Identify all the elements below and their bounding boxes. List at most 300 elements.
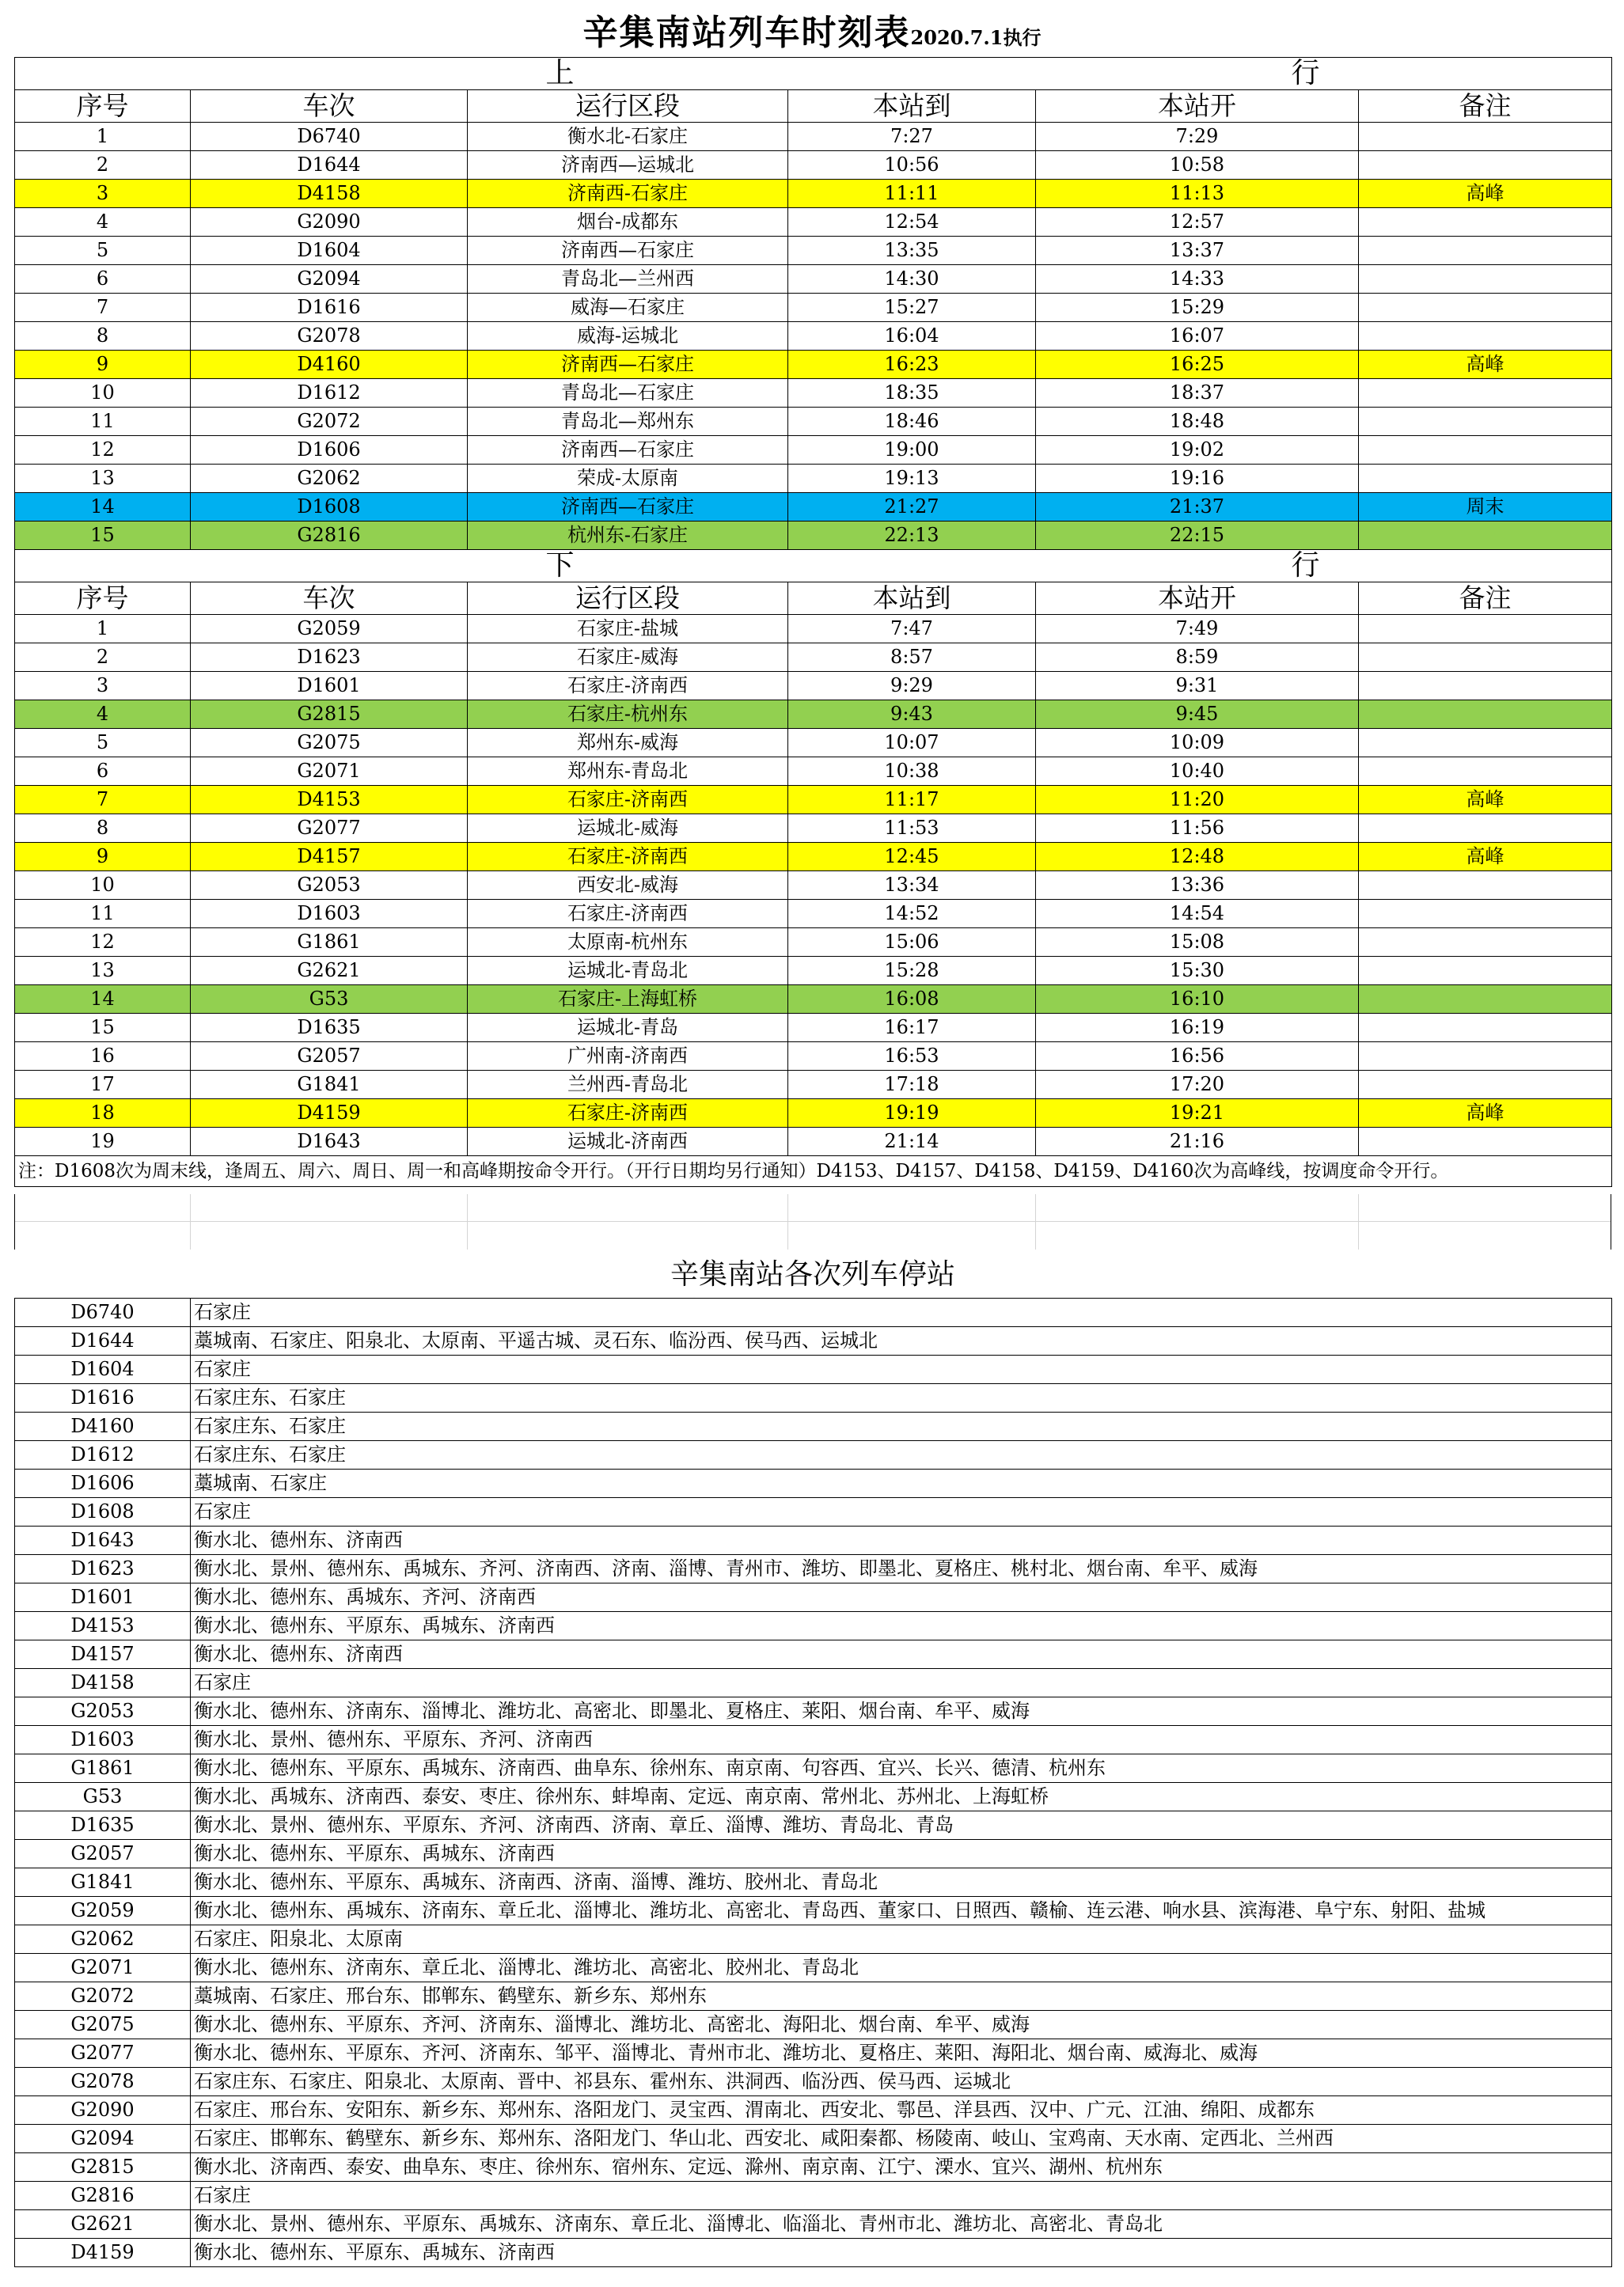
route-cell: 石家庄-济南西 xyxy=(468,672,788,700)
arrive-cell: 15:28 xyxy=(788,957,1036,985)
table-row xyxy=(15,151,1612,180)
arrive-cell: 11:11 xyxy=(788,180,1036,208)
depart-cell: 14:54 xyxy=(1036,900,1359,928)
arrive-cell: 11:53 xyxy=(788,814,1036,843)
train-cell: G2057 xyxy=(191,1042,468,1071)
seq-cell: 3 xyxy=(15,672,191,700)
stops-row xyxy=(15,1811,1612,1840)
route-cell: 济南西—石家庄 xyxy=(468,436,788,465)
route-cell: 威海—石家庄 xyxy=(468,294,788,322)
down-direction-row xyxy=(15,550,1612,582)
train-cell: D4160 xyxy=(191,351,468,379)
depart-cell: 19:21 xyxy=(1036,1099,1359,1128)
train-cell: D4158 xyxy=(191,180,468,208)
timetable-body xyxy=(15,58,1612,1187)
stops-row xyxy=(15,1925,1612,1954)
depart-cell: 18:37 xyxy=(1036,379,1359,408)
seq-cell: 6 xyxy=(15,265,191,294)
table-row xyxy=(15,957,1612,985)
seq-cell: 14 xyxy=(15,985,191,1014)
stops-stations-cell: 石家庄东、石家庄、阳泉北、太原南、晋中、祁县东、霍州东、洪洞西、临汾西、侯马西、运城北 xyxy=(191,2068,1612,2096)
route-cell: 烟台-成都东 xyxy=(468,208,788,237)
depart-cell: 11:20 xyxy=(1036,786,1359,814)
depart-cell: 17:20 xyxy=(1036,1071,1359,1099)
table-row xyxy=(15,1099,1612,1128)
stops-row xyxy=(15,2125,1612,2153)
train-cell: D1601 xyxy=(191,672,468,700)
stops-row xyxy=(15,1612,1612,1640)
stops-train-cell: G1841 xyxy=(15,1868,191,1897)
stops-stations-cell: 衡水北、景州、德州东、平原东、齐河、济南西 xyxy=(191,1726,1612,1754)
depart-cell: 19:16 xyxy=(1036,465,1359,493)
depart-cell: 15:29 xyxy=(1036,294,1359,322)
stops-row xyxy=(15,1470,1612,1498)
stops-row xyxy=(15,1299,1612,1327)
depart-cell: 16:56 xyxy=(1036,1042,1359,1071)
table-row xyxy=(15,985,1612,1014)
route-cell: 运城北-青岛北 xyxy=(468,957,788,985)
stops-row xyxy=(15,2039,1612,2068)
stops-stations-cell: 衡水北、景州、德州东、平原东、禹城东、济南东、章丘北、淄博北、临淄北、青州市北、潍坊北、高密北、青岛北 xyxy=(191,2210,1612,2239)
table-row xyxy=(15,814,1612,843)
depart-cell: 16:19 xyxy=(1036,1014,1359,1042)
table-row xyxy=(15,643,1612,672)
arrive-cell: 12:54 xyxy=(788,208,1036,237)
stops-train-cell: D1601 xyxy=(15,1583,191,1612)
remark-cell xyxy=(1359,208,1612,237)
remark-cell: 高峰 xyxy=(1359,1099,1612,1128)
stops-train-cell: D1644 xyxy=(15,1327,191,1356)
table-row xyxy=(15,1128,1612,1156)
arrive-cell: 12:45 xyxy=(788,843,1036,871)
stops-stations-cell: 衡水北、德州东、禹城东、齐河、济南西 xyxy=(191,1583,1612,1612)
route-cell: 石家庄-盐城 xyxy=(468,615,788,643)
seq-cell: 7 xyxy=(15,294,191,322)
stops-stations-cell: 石家庄东、石家庄 xyxy=(191,1441,1612,1470)
stops-stations-cell: 衡水北、德州东、平原东、禹城东、济南西 xyxy=(191,1840,1612,1868)
stops-stations-cell: 衡水北、德州东、平原东、禹城东、济南西、曲阜东、徐州东、南京南、句容西、宜兴、长兴、德清、杭州东 xyxy=(191,1754,1612,1783)
train-cell: G2071 xyxy=(191,757,468,786)
table-row xyxy=(15,237,1612,265)
header-seq: 序号 xyxy=(15,90,191,123)
train-cell: G53 xyxy=(191,985,468,1014)
title-main: 辛集南站列车时刻表 xyxy=(582,13,911,53)
stops-train-cell: G2090 xyxy=(15,2096,191,2125)
route-cell: 石家庄-济南西 xyxy=(468,900,788,928)
seq-cell: 11 xyxy=(15,408,191,436)
route-cell: 石家庄-威海 xyxy=(468,643,788,672)
seq-cell: 16 xyxy=(15,1042,191,1071)
stops-train-cell: G2621 xyxy=(15,2210,191,2239)
remark-cell xyxy=(1359,151,1612,180)
stops-stations-cell: 石家庄东、石家庄 xyxy=(191,1384,1612,1413)
stops-row xyxy=(15,2153,1612,2182)
stops-train-cell: D1603 xyxy=(15,1726,191,1754)
seq-cell: 4 xyxy=(15,700,191,729)
header-train: 车次 xyxy=(191,582,468,615)
depart-cell: 16:07 xyxy=(1036,322,1359,351)
seq-cell: 7 xyxy=(15,786,191,814)
header-seq: 序号 xyxy=(15,582,191,615)
route-cell: 石家庄-上海虹桥 xyxy=(468,985,788,1014)
seq-cell: 8 xyxy=(15,322,191,351)
stops-train-cell: G2057 xyxy=(15,1840,191,1868)
depart-cell: 11:56 xyxy=(1036,814,1359,843)
remark-cell xyxy=(1359,871,1612,900)
depart-cell: 21:37 xyxy=(1036,493,1359,521)
stops-train-cell: G1861 xyxy=(15,1754,191,1783)
depart-cell: 13:37 xyxy=(1036,237,1359,265)
remark-cell xyxy=(1359,436,1612,465)
title-date: 2020.7.1执行 xyxy=(910,26,1042,49)
table-row xyxy=(15,757,1612,786)
route-cell: 石家庄-济南西 xyxy=(468,1099,788,1128)
arrive-cell: 11:17 xyxy=(788,786,1036,814)
table-row xyxy=(15,379,1612,408)
up-direction-a: 上 xyxy=(545,57,575,89)
table-row xyxy=(15,672,1612,700)
header-train: 车次 xyxy=(191,90,468,123)
note-row xyxy=(15,1156,1612,1187)
up-direction xyxy=(15,58,1612,90)
seq-cell: 13 xyxy=(15,957,191,985)
down-direction-b: 行 xyxy=(1291,549,1320,582)
stops-stations-cell: 衡水北、济南西、泰安、曲阜东、枣庄、徐州东、宿州东、定远、滁州、南京南、江宁、溧水、宜兴、湖州、杭州东 xyxy=(191,2153,1612,2182)
route-cell: 运城北-济南西 xyxy=(468,1128,788,1156)
stops-train-cell: G53 xyxy=(15,1783,191,1811)
remark-cell xyxy=(1359,700,1612,729)
seq-cell: 10 xyxy=(15,871,191,900)
stops-stations-cell: 石家庄 xyxy=(191,1356,1612,1384)
train-cell: G2072 xyxy=(191,408,468,436)
seq-cell: 6 xyxy=(15,757,191,786)
arrive-cell: 14:52 xyxy=(788,900,1036,928)
arrive-cell: 21:27 xyxy=(788,493,1036,521)
route-cell: 杭州东-石家庄 xyxy=(468,521,788,550)
spacer-rows xyxy=(14,1194,1611,1250)
stops-train-cell: G2053 xyxy=(15,1697,191,1726)
stops-train-cell: D1608 xyxy=(15,1498,191,1527)
remark-cell xyxy=(1359,957,1612,985)
train-cell: D1635 xyxy=(191,1014,468,1042)
arrive-cell: 10:56 xyxy=(788,151,1036,180)
remark-cell xyxy=(1359,294,1612,322)
remark-cell xyxy=(1359,1042,1612,1071)
train-cell: G2059 xyxy=(191,615,468,643)
stops-stations-cell: 衡水北、德州东、济南西 xyxy=(191,1640,1612,1669)
depart-cell: 10:58 xyxy=(1036,151,1359,180)
depart-cell: 7:29 xyxy=(1036,123,1359,151)
depart-cell: 21:16 xyxy=(1036,1128,1359,1156)
stops-row xyxy=(15,1327,1612,1356)
stops-row xyxy=(15,1527,1612,1555)
train-cell: D1606 xyxy=(191,436,468,465)
stops-stations-cell: 石家庄、阳泉北、太原南 xyxy=(191,1925,1612,1954)
depart-cell: 9:45 xyxy=(1036,700,1359,729)
table-row xyxy=(15,700,1612,729)
train-cell: G2078 xyxy=(191,322,468,351)
stops-stations-cell: 衡水北、禹城东、济南西、泰安、枣庄、徐州东、蚌埠南、定远、南京南、常州北、苏州北、上海虹桥 xyxy=(191,1783,1612,1811)
table-row xyxy=(15,265,1612,294)
seq-cell: 12 xyxy=(15,436,191,465)
route-cell: 济南西—运城北 xyxy=(468,151,788,180)
header-remark: 备注 xyxy=(1359,582,1612,615)
remark-cell xyxy=(1359,729,1612,757)
down-header-row xyxy=(15,582,1612,615)
table-row xyxy=(15,843,1612,871)
timetable xyxy=(14,57,1612,1187)
table-row xyxy=(15,208,1612,237)
arrive-cell: 18:46 xyxy=(788,408,1036,436)
stops-train-cell: D1606 xyxy=(15,1470,191,1498)
depart-cell: 15:08 xyxy=(1036,928,1359,957)
arrive-cell: 18:35 xyxy=(788,379,1036,408)
train-cell: D1623 xyxy=(191,643,468,672)
train-cell: G2053 xyxy=(191,871,468,900)
remark-cell xyxy=(1359,408,1612,436)
remark-cell xyxy=(1359,900,1612,928)
arrive-cell: 9:43 xyxy=(788,700,1036,729)
stops-row xyxy=(15,1498,1612,1527)
route-cell: 威海-运城北 xyxy=(468,322,788,351)
remark-cell xyxy=(1359,322,1612,351)
table-row xyxy=(15,871,1612,900)
remark-cell: 高峰 xyxy=(1359,786,1612,814)
table-row xyxy=(15,294,1612,322)
remark-cell: 高峰 xyxy=(1359,351,1612,379)
stops-train-cell: G2071 xyxy=(15,1954,191,1982)
seq-cell: 15 xyxy=(15,521,191,550)
arrive-cell: 16:17 xyxy=(788,1014,1036,1042)
stops-stations-cell: 衡水北、德州东、济南西 xyxy=(191,1527,1612,1555)
up-header-row xyxy=(15,90,1612,123)
train-cell: D1644 xyxy=(191,151,468,180)
route-cell: 济南西—石家庄 xyxy=(468,237,788,265)
seq-cell: 9 xyxy=(15,843,191,871)
down-direction xyxy=(15,550,1612,582)
stops-stations-cell: 石家庄 xyxy=(191,1299,1612,1327)
arrive-cell: 7:47 xyxy=(788,615,1036,643)
arrive-cell: 10:07 xyxy=(788,729,1036,757)
table-row xyxy=(15,900,1612,928)
train-cell: G2094 xyxy=(191,265,468,294)
stops-row xyxy=(15,1640,1612,1669)
stops-stations-cell: 藁城南、石家庄、阳泉北、太原南、平遥古城、灵石东、临汾西、侯马西、运城北 xyxy=(191,1327,1612,1356)
remark-cell xyxy=(1359,985,1612,1014)
table-row xyxy=(15,615,1612,643)
seq-cell: 18 xyxy=(15,1099,191,1128)
stops-row xyxy=(15,1783,1612,1811)
stops-train-cell: D4153 xyxy=(15,1612,191,1640)
arrive-cell: 16:04 xyxy=(788,322,1036,351)
stops-stations-cell: 石家庄 xyxy=(191,2182,1612,2210)
stops-row xyxy=(15,1954,1612,1982)
table-row xyxy=(15,521,1612,550)
train-cell: D1612 xyxy=(191,379,468,408)
stops-train-cell: D4157 xyxy=(15,1640,191,1669)
train-cell: G1861 xyxy=(191,928,468,957)
stops-row xyxy=(15,2068,1612,2096)
arrive-cell: 8:57 xyxy=(788,643,1036,672)
stops-train-cell: D1616 xyxy=(15,1384,191,1413)
stops-stations-cell: 藁城南、石家庄、邢台东、邯郸东、鹤壁东、新乡东、郑州东 xyxy=(191,1982,1612,2011)
remark-cell xyxy=(1359,521,1612,550)
route-cell: 太原南-杭州东 xyxy=(468,928,788,957)
stops-train-cell: D1635 xyxy=(15,1811,191,1840)
stops-title: 辛集南站各次列车停站 xyxy=(670,1258,955,1291)
seq-cell: 14 xyxy=(15,493,191,521)
train-cell: D6740 xyxy=(191,123,468,151)
stops-row xyxy=(15,2011,1612,2039)
depart-cell: 10:09 xyxy=(1036,729,1359,757)
train-cell: G2090 xyxy=(191,208,468,237)
stops-stations-cell: 衡水北、德州东、平原东、禹城东、济南西 xyxy=(191,2239,1612,2267)
stops-stations-cell: 衡水北、德州东、平原东、禹城东、济南西 xyxy=(191,1612,1612,1640)
table-row xyxy=(15,493,1612,521)
arrive-cell: 17:18 xyxy=(788,1071,1036,1099)
stops-row xyxy=(15,1555,1612,1583)
remark-cell: 高峰 xyxy=(1359,180,1612,208)
depart-cell: 14:33 xyxy=(1036,265,1359,294)
seq-cell: 12 xyxy=(15,928,191,957)
route-cell: 石家庄-济南西 xyxy=(468,786,788,814)
header-depart: 本站开 xyxy=(1036,90,1359,123)
seq-cell: 9 xyxy=(15,351,191,379)
remark-cell xyxy=(1359,237,1612,265)
arrive-cell: 22:13 xyxy=(788,521,1036,550)
remark-cell: 周末 xyxy=(1359,493,1612,521)
arrive-cell: 19:13 xyxy=(788,465,1036,493)
route-cell: 青岛北—石家庄 xyxy=(468,379,788,408)
arrive-cell: 16:08 xyxy=(788,985,1036,1014)
seq-cell: 5 xyxy=(15,237,191,265)
remark-cell xyxy=(1359,465,1612,493)
stops-stations-cell: 衡水北、德州东、平原东、禹城东、济南西、济南、淄博、潍坊、胶州北、青岛北 xyxy=(191,1868,1612,1897)
table-row xyxy=(15,322,1612,351)
remark-cell xyxy=(1359,615,1612,643)
arrive-cell: 13:35 xyxy=(788,237,1036,265)
seq-cell: 11 xyxy=(15,900,191,928)
train-cell: G2077 xyxy=(191,814,468,843)
table-row xyxy=(15,1071,1612,1099)
stops-train-cell: D1604 xyxy=(15,1356,191,1384)
table-row xyxy=(15,928,1612,957)
remark-cell xyxy=(1359,928,1612,957)
stops-stations-cell: 衡水北、德州东、济南东、淄博北、潍坊北、高密北、即墨北、夏格庄、莱阳、烟台南、牟平、威海 xyxy=(191,1697,1612,1726)
stops-train-cell: G2075 xyxy=(15,2011,191,2039)
remark-cell xyxy=(1359,379,1612,408)
stops-train-cell: G2816 xyxy=(15,2182,191,2210)
train-cell: D1608 xyxy=(191,493,468,521)
header-arrive: 本站到 xyxy=(788,582,1036,615)
arrive-cell: 15:06 xyxy=(788,928,1036,957)
header-remark: 备注 xyxy=(1359,90,1612,123)
depart-cell: 9:31 xyxy=(1036,672,1359,700)
remark-cell: 高峰 xyxy=(1359,843,1612,871)
train-cell: G2816 xyxy=(191,521,468,550)
seq-cell: 8 xyxy=(15,814,191,843)
arrive-cell: 14:30 xyxy=(788,265,1036,294)
arrive-cell: 19:19 xyxy=(788,1099,1036,1128)
train-cell: G2062 xyxy=(191,465,468,493)
table-row xyxy=(15,1042,1612,1071)
stops-row xyxy=(15,1583,1612,1612)
seq-cell: 3 xyxy=(15,180,191,208)
stops-row xyxy=(15,1669,1612,1697)
stops-stations-cell: 石家庄东、石家庄 xyxy=(191,1413,1612,1441)
train-cell: G1841 xyxy=(191,1071,468,1099)
note-text: 注：D1608次为周末线，逢周五、周六、周日、周一和高峰期按命令开行。（开行日期均另行通知）D4153、D4157、D4158、D4159、D4160次为高峰线，按调度命令开行。 xyxy=(15,1156,1612,1187)
stops-stations-cell: 衡水北、景州、德州东、禹城东、齐河、济南西、济南、淄博、青州市、潍坊、即墨北、夏格庄、桃村北、烟台南、牟平、威海 xyxy=(191,1555,1612,1583)
stops-row xyxy=(15,1754,1612,1783)
stops-body xyxy=(15,1299,1612,2267)
train-cell: D1604 xyxy=(191,237,468,265)
depart-cell: 12:57 xyxy=(1036,208,1359,237)
remark-cell xyxy=(1359,1014,1612,1042)
depart-cell: 15:30 xyxy=(1036,957,1359,985)
arrive-cell: 21:14 xyxy=(788,1128,1036,1156)
depart-cell: 10:40 xyxy=(1036,757,1359,786)
remark-cell xyxy=(1359,265,1612,294)
train-cell: G2075 xyxy=(191,729,468,757)
depart-cell: 13:36 xyxy=(1036,871,1359,900)
arrive-cell: 19:00 xyxy=(788,436,1036,465)
stops-train-cell: G2078 xyxy=(15,2068,191,2096)
stops-stations-cell: 衡水北、德州东、禹城东、济南东、章丘北、淄博北、潍坊北、高密北、青岛西、董家口、日照西、赣榆、连云港、响水县、滨海港、阜宁东、射阳、盐城 xyxy=(191,1897,1612,1925)
depart-cell: 22:15 xyxy=(1036,521,1359,550)
arrive-cell: 7:27 xyxy=(788,123,1036,151)
stops-row xyxy=(15,2210,1612,2239)
seq-cell: 1 xyxy=(15,615,191,643)
remark-cell xyxy=(1359,1071,1612,1099)
remark-cell xyxy=(1359,643,1612,672)
arrive-cell: 9:29 xyxy=(788,672,1036,700)
stops-stations-cell: 衡水北、德州东、济南东、章丘北、淄博北、潍坊北、高密北、胶州北、青岛北 xyxy=(191,1954,1612,1982)
remark-cell xyxy=(1359,814,1612,843)
remark-cell xyxy=(1359,757,1612,786)
arrive-cell: 16:23 xyxy=(788,351,1036,379)
stops-stations-cell: 衡水北、德州东、平原东、齐河、济南东、淄博北、潍坊北、高密北、海阳北、烟台南、牟平、威海 xyxy=(191,2011,1612,2039)
stops-row xyxy=(15,1897,1612,1925)
table-row xyxy=(15,465,1612,493)
page-title xyxy=(0,11,1624,55)
stops-row xyxy=(15,1840,1612,1868)
table-row xyxy=(15,1014,1612,1042)
table-row xyxy=(15,123,1612,151)
arrive-cell: 10:38 xyxy=(788,757,1036,786)
stops-row xyxy=(15,2096,1612,2125)
stops-stations-cell: 石家庄 xyxy=(191,1669,1612,1697)
seq-cell: 1 xyxy=(15,123,191,151)
stops-stations-cell: 藁城南、石家庄 xyxy=(191,1470,1612,1498)
stops-row xyxy=(15,1384,1612,1413)
seq-cell: 17 xyxy=(15,1071,191,1099)
train-cell: D4159 xyxy=(191,1099,468,1128)
remark-cell xyxy=(1359,123,1612,151)
table-row xyxy=(15,436,1612,465)
table-row xyxy=(15,786,1612,814)
train-cell: D1603 xyxy=(191,900,468,928)
route-cell: 济南西—石家庄 xyxy=(468,493,788,521)
train-cell: D4153 xyxy=(191,786,468,814)
depart-cell: 7:49 xyxy=(1036,615,1359,643)
seq-cell: 2 xyxy=(15,643,191,672)
route-cell: 衡水北-石家庄 xyxy=(468,123,788,151)
route-cell: 石家庄-杭州东 xyxy=(468,700,788,729)
stops-stations-cell: 衡水北、德州东、平原东、齐河、济南东、邹平、淄博北、青州市北、潍坊北、夏格庄、莱阳、海阳北、烟台南、威海北、威海 xyxy=(191,2039,1612,2068)
stops-stations-cell: 衡水北、景州、德州东、平原东、齐河、济南西、济南、章丘、淄博、潍坊、青岛北、青岛 xyxy=(191,1811,1612,1840)
table-row xyxy=(15,729,1612,757)
